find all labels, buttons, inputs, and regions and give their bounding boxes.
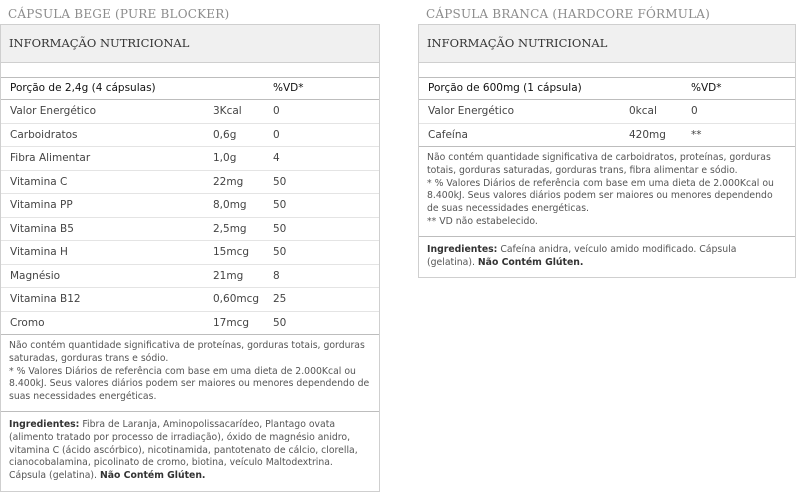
nutrition-header: INFORMAÇÃO NUTRICIONAL <box>419 25 795 63</box>
footnote: * % Valores Diários de referência com base em uma dieta de 2.000Kcal ou 8.400kJ. Seus valores diários podem ser maiores ou menores dependendo de suas necessidades energéticas. <box>427 177 774 215</box>
nutrient-name: Valor Energético <box>428 105 515 117</box>
table-header-row <box>1 78 379 100</box>
nutrient-amount: 420mg <box>629 128 666 141</box>
nutrient-name: Vitamina PP <box>10 199 73 211</box>
portion-label: Porção de 600mg (1 cápsula) <box>428 82 582 94</box>
table-row <box>1 288 379 312</box>
nutrient-amount: 17mcg <box>213 316 250 329</box>
nutrient-vd: 8 <box>273 269 280 282</box>
nutrient-vd: 4 <box>273 152 280 164</box>
table-row <box>1 312 379 335</box>
nutrient-vd: 50 <box>273 175 287 188</box>
nutrient-name: Vitamina H <box>10 246 68 258</box>
vd-label: %VD* <box>691 82 722 94</box>
vd-label: %VD* <box>273 82 304 94</box>
nutrient-name: Magnésio <box>10 269 61 282</box>
nutrient-vd: 50 <box>273 199 287 211</box>
nutrient-name: Cromo <box>10 316 45 329</box>
footnote: ** VD não estabelecido. <box>427 215 538 227</box>
panel-hardcore-formula <box>418 4 796 278</box>
table-row <box>1 194 379 218</box>
nutrient-vd: 0 <box>273 128 280 141</box>
nutrient-amount: 0,6g <box>213 128 237 141</box>
nutrient-name: Vitamina B5 <box>10 222 74 235</box>
portion-label: Porção de 2,4g (4 cápsulas) <box>10 82 156 94</box>
nutrient-amount: 0kcal <box>629 105 657 117</box>
gluten-statement: Não Contém Glúten. <box>477 256 584 268</box>
footnote: * % Valores Diários de referência com base em uma dieta de 2.000Kcal ou 8.400kJ. Seus valores diários podem ser maiores ou menores dependendo de suas necessidades energéticas. <box>9 365 370 403</box>
nutrient-amount: 3Kcal <box>213 105 242 117</box>
table-header-row <box>419 78 795 100</box>
panel-title: CÁPSULA BEGE (PURE BLOCKER) <box>8 7 230 21</box>
table-row <box>1 171 379 195</box>
nutrient-amount: 2,5mg <box>213 222 247 235</box>
nutrient-vd: ** <box>691 128 702 141</box>
nutrient-name: Vitamina C <box>10 175 68 188</box>
panel-pure-blocker <box>0 4 380 492</box>
table-row <box>1 241 379 265</box>
nutrition-box <box>418 24 796 278</box>
nutrient-name: Vitamina B12 <box>10 293 81 305</box>
nutrient-amount: 21mg <box>213 269 244 282</box>
nutrient-vd: 50 <box>273 246 287 258</box>
table-row <box>1 147 379 171</box>
footnotes <box>1 334 379 411</box>
nutrient-name: Cafeína <box>428 128 468 141</box>
footnotes <box>419 146 795 236</box>
nutrient-vd: 50 <box>273 222 287 235</box>
nutrient-vd: 50 <box>273 316 287 329</box>
gluten-statement: Não Contém Glúten. <box>99 470 206 482</box>
ingredients-text: Cafeína anidra, veículo amido modificado. Cápsula (gelatina). <box>427 243 737 268</box>
nutrient-name: Fibra Alimentar <box>10 152 91 164</box>
table-row <box>1 100 379 124</box>
ingredients-label: Ingredientes: <box>9 418 80 430</box>
nutrition-box <box>0 24 380 492</box>
footnote: Não contém quantidade significativa de carboidratos, proteínas, gorduras totais, gorduras saturadas, gorduras trans, fibra alimentar e sódio. <box>427 152 771 176</box>
ingredients-block <box>419 236 795 278</box>
nutrient-amount: 0,60mcg <box>213 293 260 305</box>
nutrient-vd: 0 <box>273 105 280 117</box>
footnote: Não contém quantidade significativa de proteínas, gorduras totais, gorduras saturadas, gorduras trans e sódio. <box>9 340 365 364</box>
table-row <box>1 124 379 148</box>
ingredients-label: Ingredientes: <box>427 243 498 255</box>
panel-title: CÁPSULA BRANCA (HARDCORE FÓRMULA) <box>426 7 711 21</box>
spacer <box>1 63 379 78</box>
nutrition-header: INFORMAÇÃO NUTRICIONAL <box>1 25 379 63</box>
nutrient-amount: 8,0mg <box>213 199 247 211</box>
table-row <box>1 218 379 242</box>
table-row <box>1 265 379 289</box>
spacer <box>419 63 795 78</box>
ingredients-text: Fibra de Laranja, Aminopolissacarídeo, Plantago ovata (alimento tratado por processo de irradiação), óxido de magnésio anidro, vitamina C (ácido ascórbico), nicotinamida, pantotenato de cálcio, clorella, cianocobalamina, picolinato de cromo, biotina, veículo Maltodextrina. Cápsula (gelatina). <box>9 418 358 482</box>
table-row <box>419 100 795 124</box>
ingredients-block <box>1 411 379 491</box>
nutrient-amount: 15mcg <box>213 246 250 258</box>
nutrient-name: Carboidratos <box>10 128 78 141</box>
nutrient-amount: 22mg <box>213 175 244 188</box>
nutrient-name: Valor Energético <box>10 105 97 117</box>
nutrient-amount: 1,0g <box>213 152 237 164</box>
table-row <box>419 124 795 147</box>
nutrient-vd: 0 <box>691 105 698 117</box>
nutrient-vd: 25 <box>273 293 287 305</box>
